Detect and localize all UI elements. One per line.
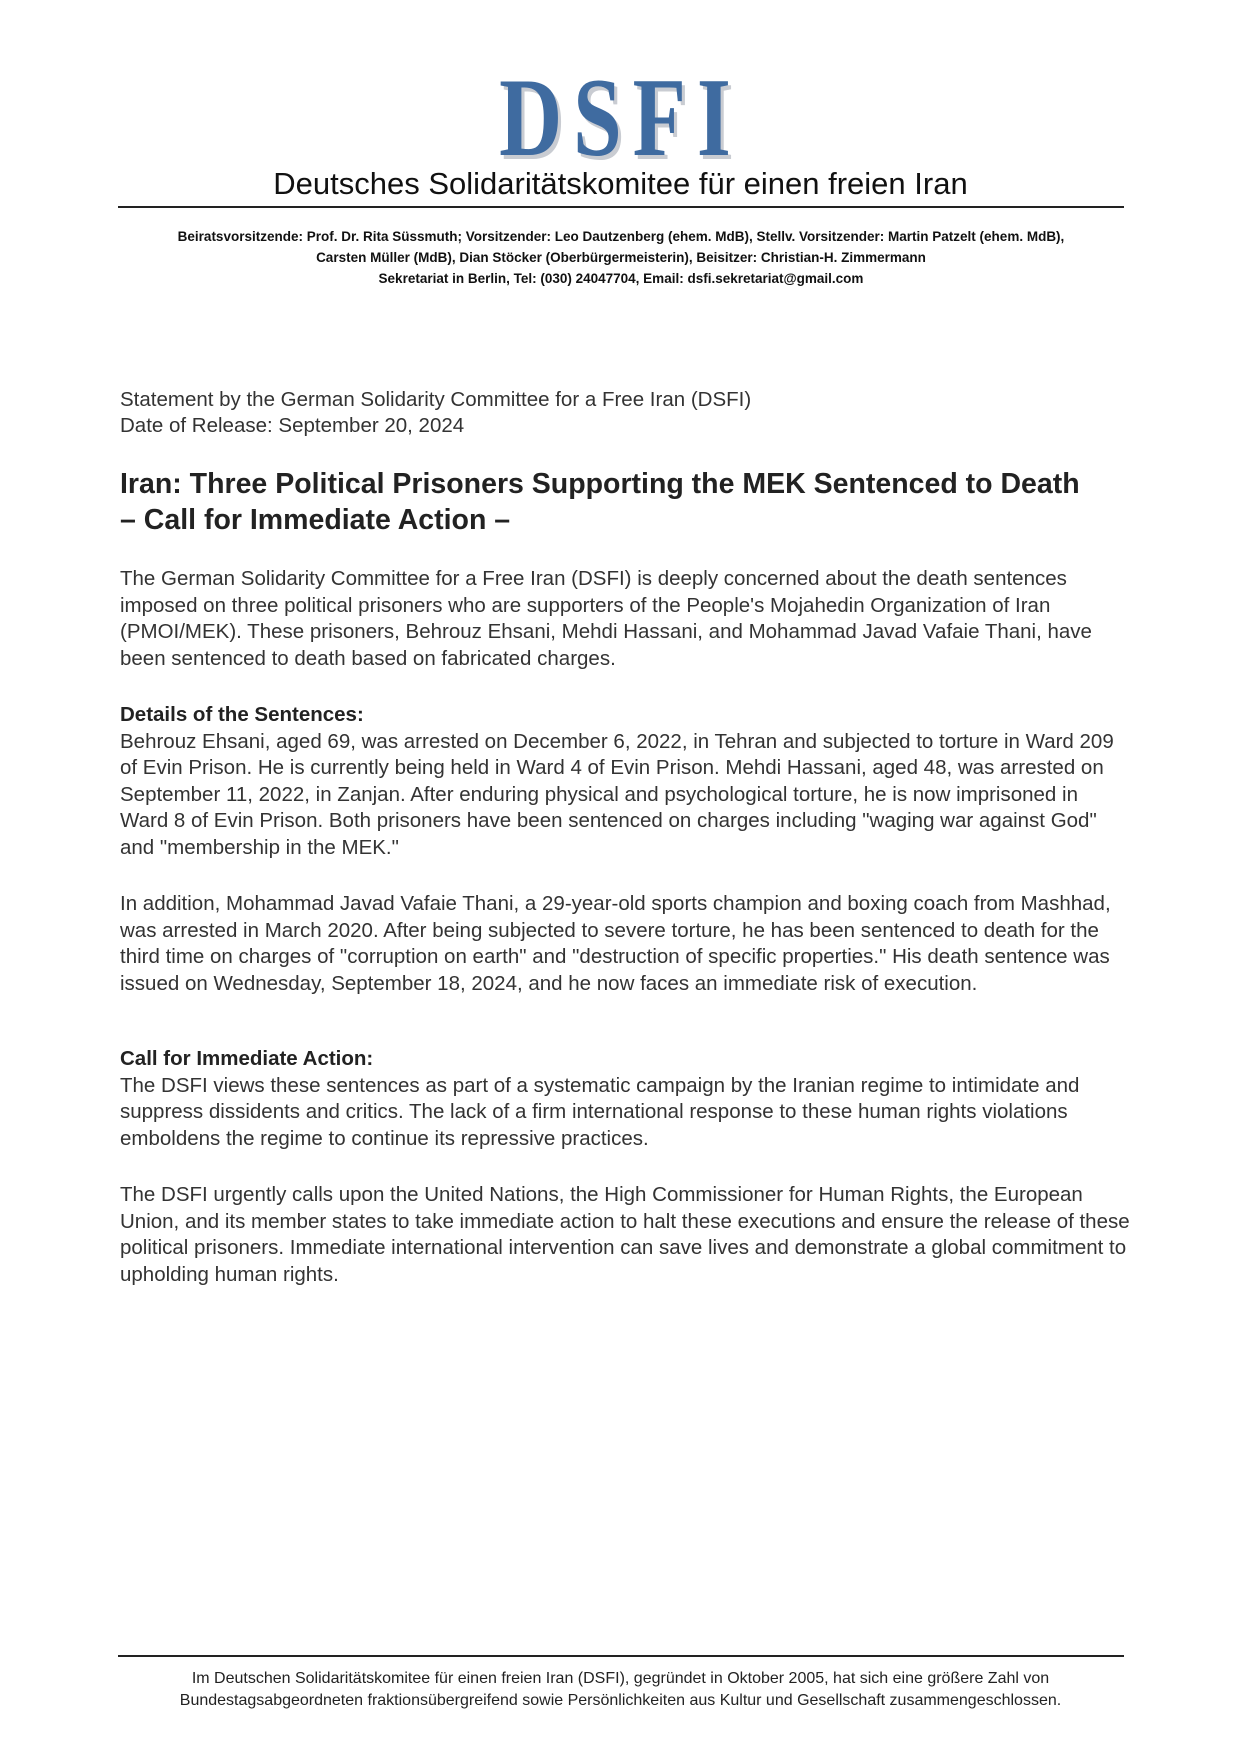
paragraph-text: The DSFI views these sentences as part of a systematic campaign by the Iranian regime to intimidate and suppress dissidents and critics. The lack of a firm international response to these human rights violations emboldens the regime to continue its repressive practices. (120, 1073, 1080, 1150)
statement-line: Statement by the German Solidarity Committee for a Free Iran (DSFI) (120, 388, 752, 411)
action-section (120, 1046, 1130, 1152)
footer-line-1: Im Deutschen Solidaritätskomitee für einen freien Iran (DSFI), gegründet in Oktober 2005, hat sich eine größere Zahl von (191, 1670, 1050, 1687)
body-paragraph-3 (120, 891, 1130, 997)
footer-line-2: Bundestagsabgeordneten fraktionsübergreifend sowie Persönlichkeiten aus Kultur und Gesellschaft zusammengeschlossen. (179, 1692, 1062, 1709)
organization-name: Deutsches Solidaritätskomitee für einen freien Iran (273, 166, 968, 201)
footer-note (0, 1668, 1241, 1712)
release-date: Date of Release: September 20, 2024 (120, 414, 465, 437)
action-heading: Call for Immediate Action: (120, 1047, 374, 1070)
paragraph-text: The DSFI urgently calls upon the United Nations, the High Commissioner for Human Rights, the European Union, and its member states to take immediate action to halt these executions and ensure the release of these political prisoners. Immediate international intervention can save lives and demonstrate a global commitment to upholding human rights. (120, 1183, 1130, 1286)
details-heading: Details of the Sentences: (120, 703, 364, 726)
details-section (120, 702, 1130, 861)
headline-line-1: Iran: Three Political Prisoners Supporting the MEK Sentenced to Death (120, 468, 1080, 500)
statement-intro (120, 387, 1120, 439)
headline (120, 466, 1130, 538)
paragraph-text: The German Solidarity Committee for a Free Iran (DSFI) is deeply concerned about the death sentences imposed on three political prisoners who are supporters of the People's Mojahedin Organization of Iran (PMOI/MEK). These prisoners, Behrouz Ehsani, Mehdi Hassani, and Mohammad Javad Vafaie Thani, have been sentenced to death based on fabricated charges. (120, 567, 1092, 670)
header-divider (118, 206, 1124, 208)
dsfi-logo: DSFI (499, 56, 742, 180)
body-paragraph-1 (120, 566, 1130, 672)
board-line: Beiratsvorsitzende: Prof. Dr. Rita Süssmuth; Vorsitzender: Leo Dautzenberg (ehem. MdB), Stellv. Vorsitzender: Martin Patzelt (ehem. MdB), (177, 229, 1065, 244)
headline-line-2: – Call for Immediate Action – (120, 504, 511, 536)
board-line: Carsten Müller (MdB), Dian Stöcker (Oberbürgermeisterin), Beisitzer: Christian-H. Zimmermann (316, 250, 926, 265)
contact-line: Sekretariat in Berlin, Tel: (030) 24047704, Email: dsfi.sekretariat@gmail.com (378, 271, 864, 286)
footer-divider (118, 1655, 1124, 1657)
body-paragraph-5 (120, 1182, 1130, 1288)
board-members-block (118, 226, 1124, 289)
paragraph-text: Behrouz Ehsani, aged 69, was arrested on December 6, 2022, in Tehran and subjected to torture in Ward 209 of Evin Prison. He is currently being held in Ward 4 of Evin Prison. Mehdi Hassani, aged 48, was arrested on September 11, 2022, in Zanjan. After enduring physical and psychological torture, he is now imprisoned in Ward 8 of Evin Prison. Both prisoners have been sentenced on charges including "waging war against God" and "membership in the MEK." (120, 729, 1114, 859)
paragraph-text: In addition, Mohammad Javad Vafaie Thani, a 29-year-old sports champion and boxing coach from Mashhad, was arrested in March 2020. After being subjected to severe torture, he has been sentenced to death for the third time on charges of "corruption on earth" and "destruction of specific properties." His death sentence was issued on Wednesday, September 18, 2024, and he now faces an immediate risk of execution. (120, 892, 1111, 995)
